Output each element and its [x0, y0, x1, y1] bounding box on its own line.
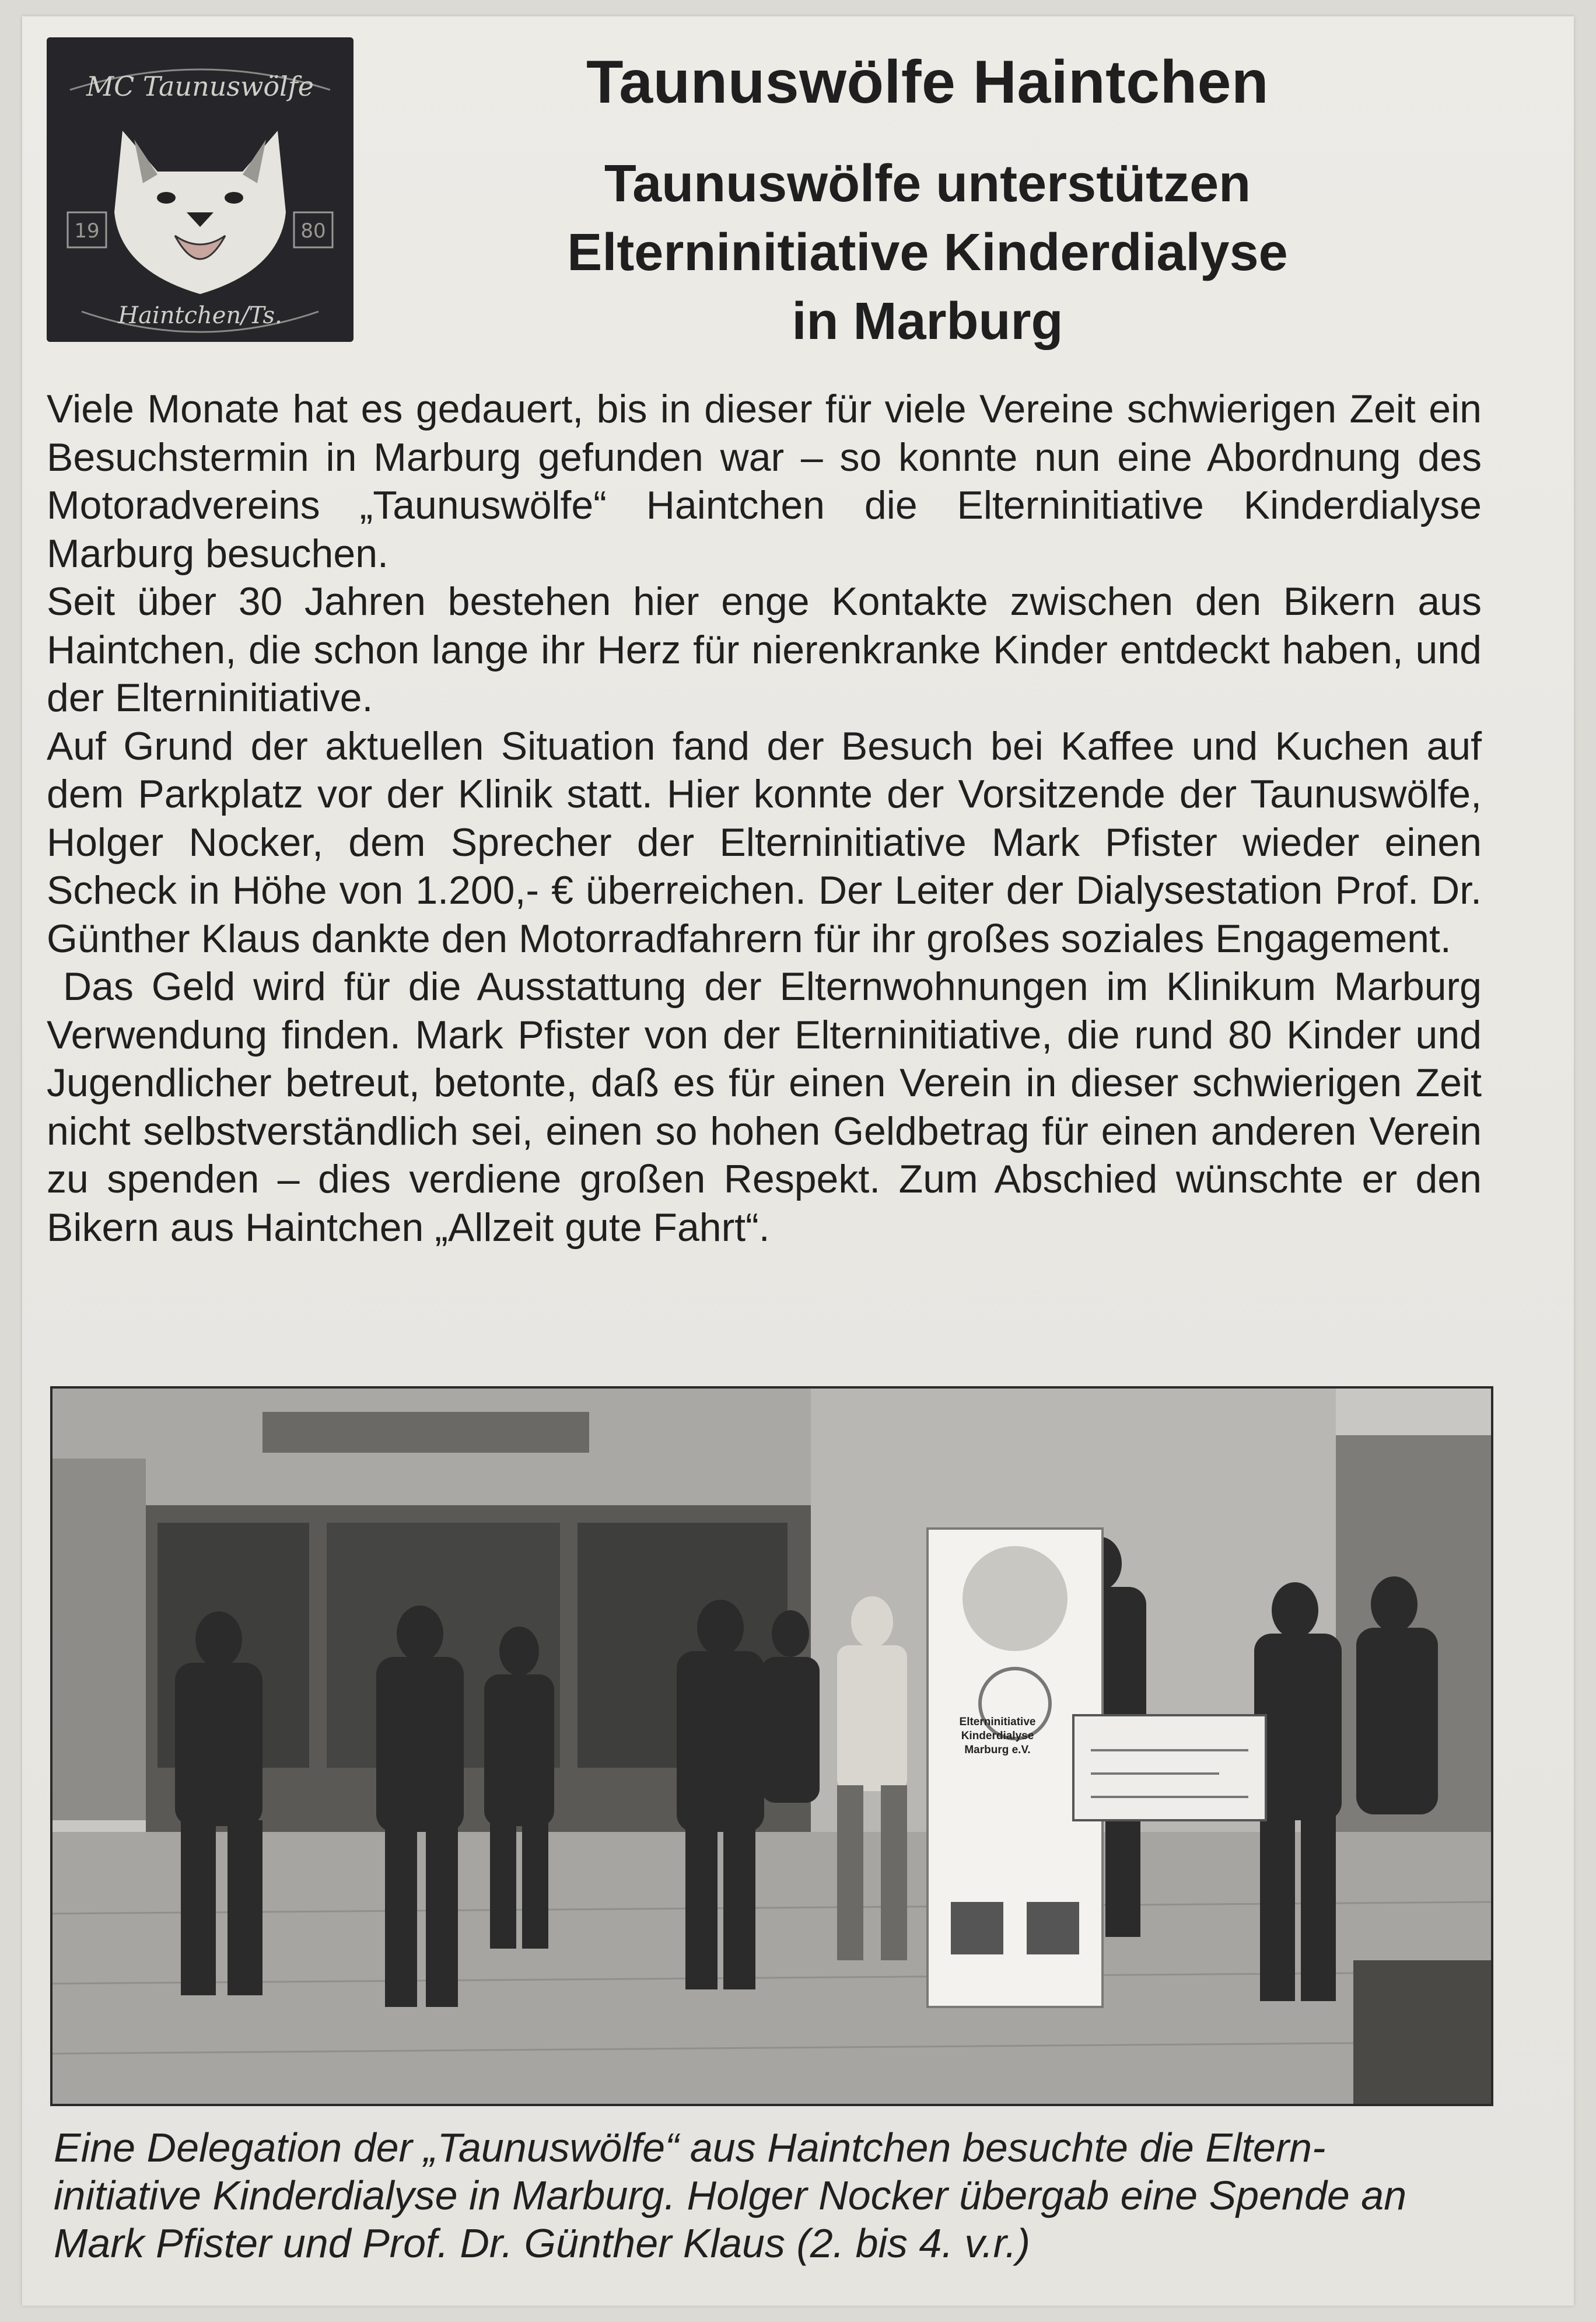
- banner-text-line: Marburg e.V.: [964, 1744, 1031, 1756]
- logo-club-name: MC Taunuswölfe: [86, 71, 314, 102]
- banner-text: [928, 1715, 1068, 1757]
- subheadline-line: in Marburg: [792, 292, 1063, 351]
- article-paragraph: Viele Monate hat es gedauert, bis in dieser für viele Vereine schwierigen Zeit ein Besuchstermin in Marburg gefunden war – so konnte nun eine Abordnung des Motoradvereins „Taunuswölfe“ Haintchen die Elterninitiative Kinderdialyse Marburg besuchen.: [47, 387, 1482, 576]
- article-paragraph: Auf Grund der aktuellen Situation fand der Besuch bei Kaffee und Kuchen auf dem Parkplatz vor der Klinik statt. Hier konnte der Vorsitzende der Taunuswölfe, Holger Nocker, dem Sprecher der Elterninitiative Mark Pfister wieder einen Scheck in Höhe von 1.200,- € überreichen. Der Leiter der Dialysestation Prof. Dr. Günther Klaus dankte den Motorradfahrern für ihr großes soziales Engagement.: [47, 723, 1482, 961]
- wolf-emblem-icon: [47, 37, 354, 342]
- article-body: [47, 385, 1482, 1251]
- banner-text-line: Kinderdialyse: [961, 1730, 1034, 1742]
- article-paragraph: Das Geld wird für die Ausstattung der Elternwohnungen im Klinikum Marburg Verwendung finden. Mark Pfister von der Elterninitiative, die rund 80 Kinder und Jugendlicher betreut, betonte, daß es für einen Verein in dieser schwierigen Zeit nicht selbstverständlich sei, einen so hohen Geldbetrag für einen anderen Verein zu spenden – dies verdiene großen Respekt. Zum Abschied wünschte er den Bikern aus Haintchen „Allzeit gute Fahrt“.: [47, 964, 1482, 1250]
- club-logo: [47, 37, 354, 342]
- group-photo: [50, 1386, 1493, 2106]
- banner-text-line: Elterninitiative: [959, 1716, 1036, 1728]
- logo-town: Haintchen/Ts.: [118, 302, 282, 329]
- headline: Taunuswölfe Haintchen: [586, 48, 1269, 116]
- subheadline: [373, 149, 1482, 356]
- logo-year-left: 19: [74, 219, 100, 243]
- subheadline-line: Taunuswölfe unterstützen: [604, 155, 1251, 213]
- caption-line: Mark Pfister und Prof. Dr. Günther Klaus (2. bis 4. v.r.): [54, 2220, 1031, 2266]
- caption-line: initiative Kinderdialyse in Marburg. Holger Nocker übergab eine Spende an: [54, 2173, 1407, 2218]
- article-paragraph: Seit über 30 Jahren bestehen hier enge Kontakte zwischen den Bikern aus Haintchen, die schon lange ihr Herz für nierenkranke Kinder entdeckt haben, und der Elterninitiative.: [47, 579, 1482, 720]
- subheadline-line: Elterninitiative Kinderdialyse: [567, 223, 1288, 282]
- caption-line: Eine Delegation der „Taunuswölfe“ aus Haintchen besuchte die Eltern-: [54, 2125, 1326, 2170]
- group-photo-scene: [52, 1389, 1491, 2104]
- logo-year-right: 80: [300, 219, 326, 243]
- photo-caption: [54, 2124, 1512, 2267]
